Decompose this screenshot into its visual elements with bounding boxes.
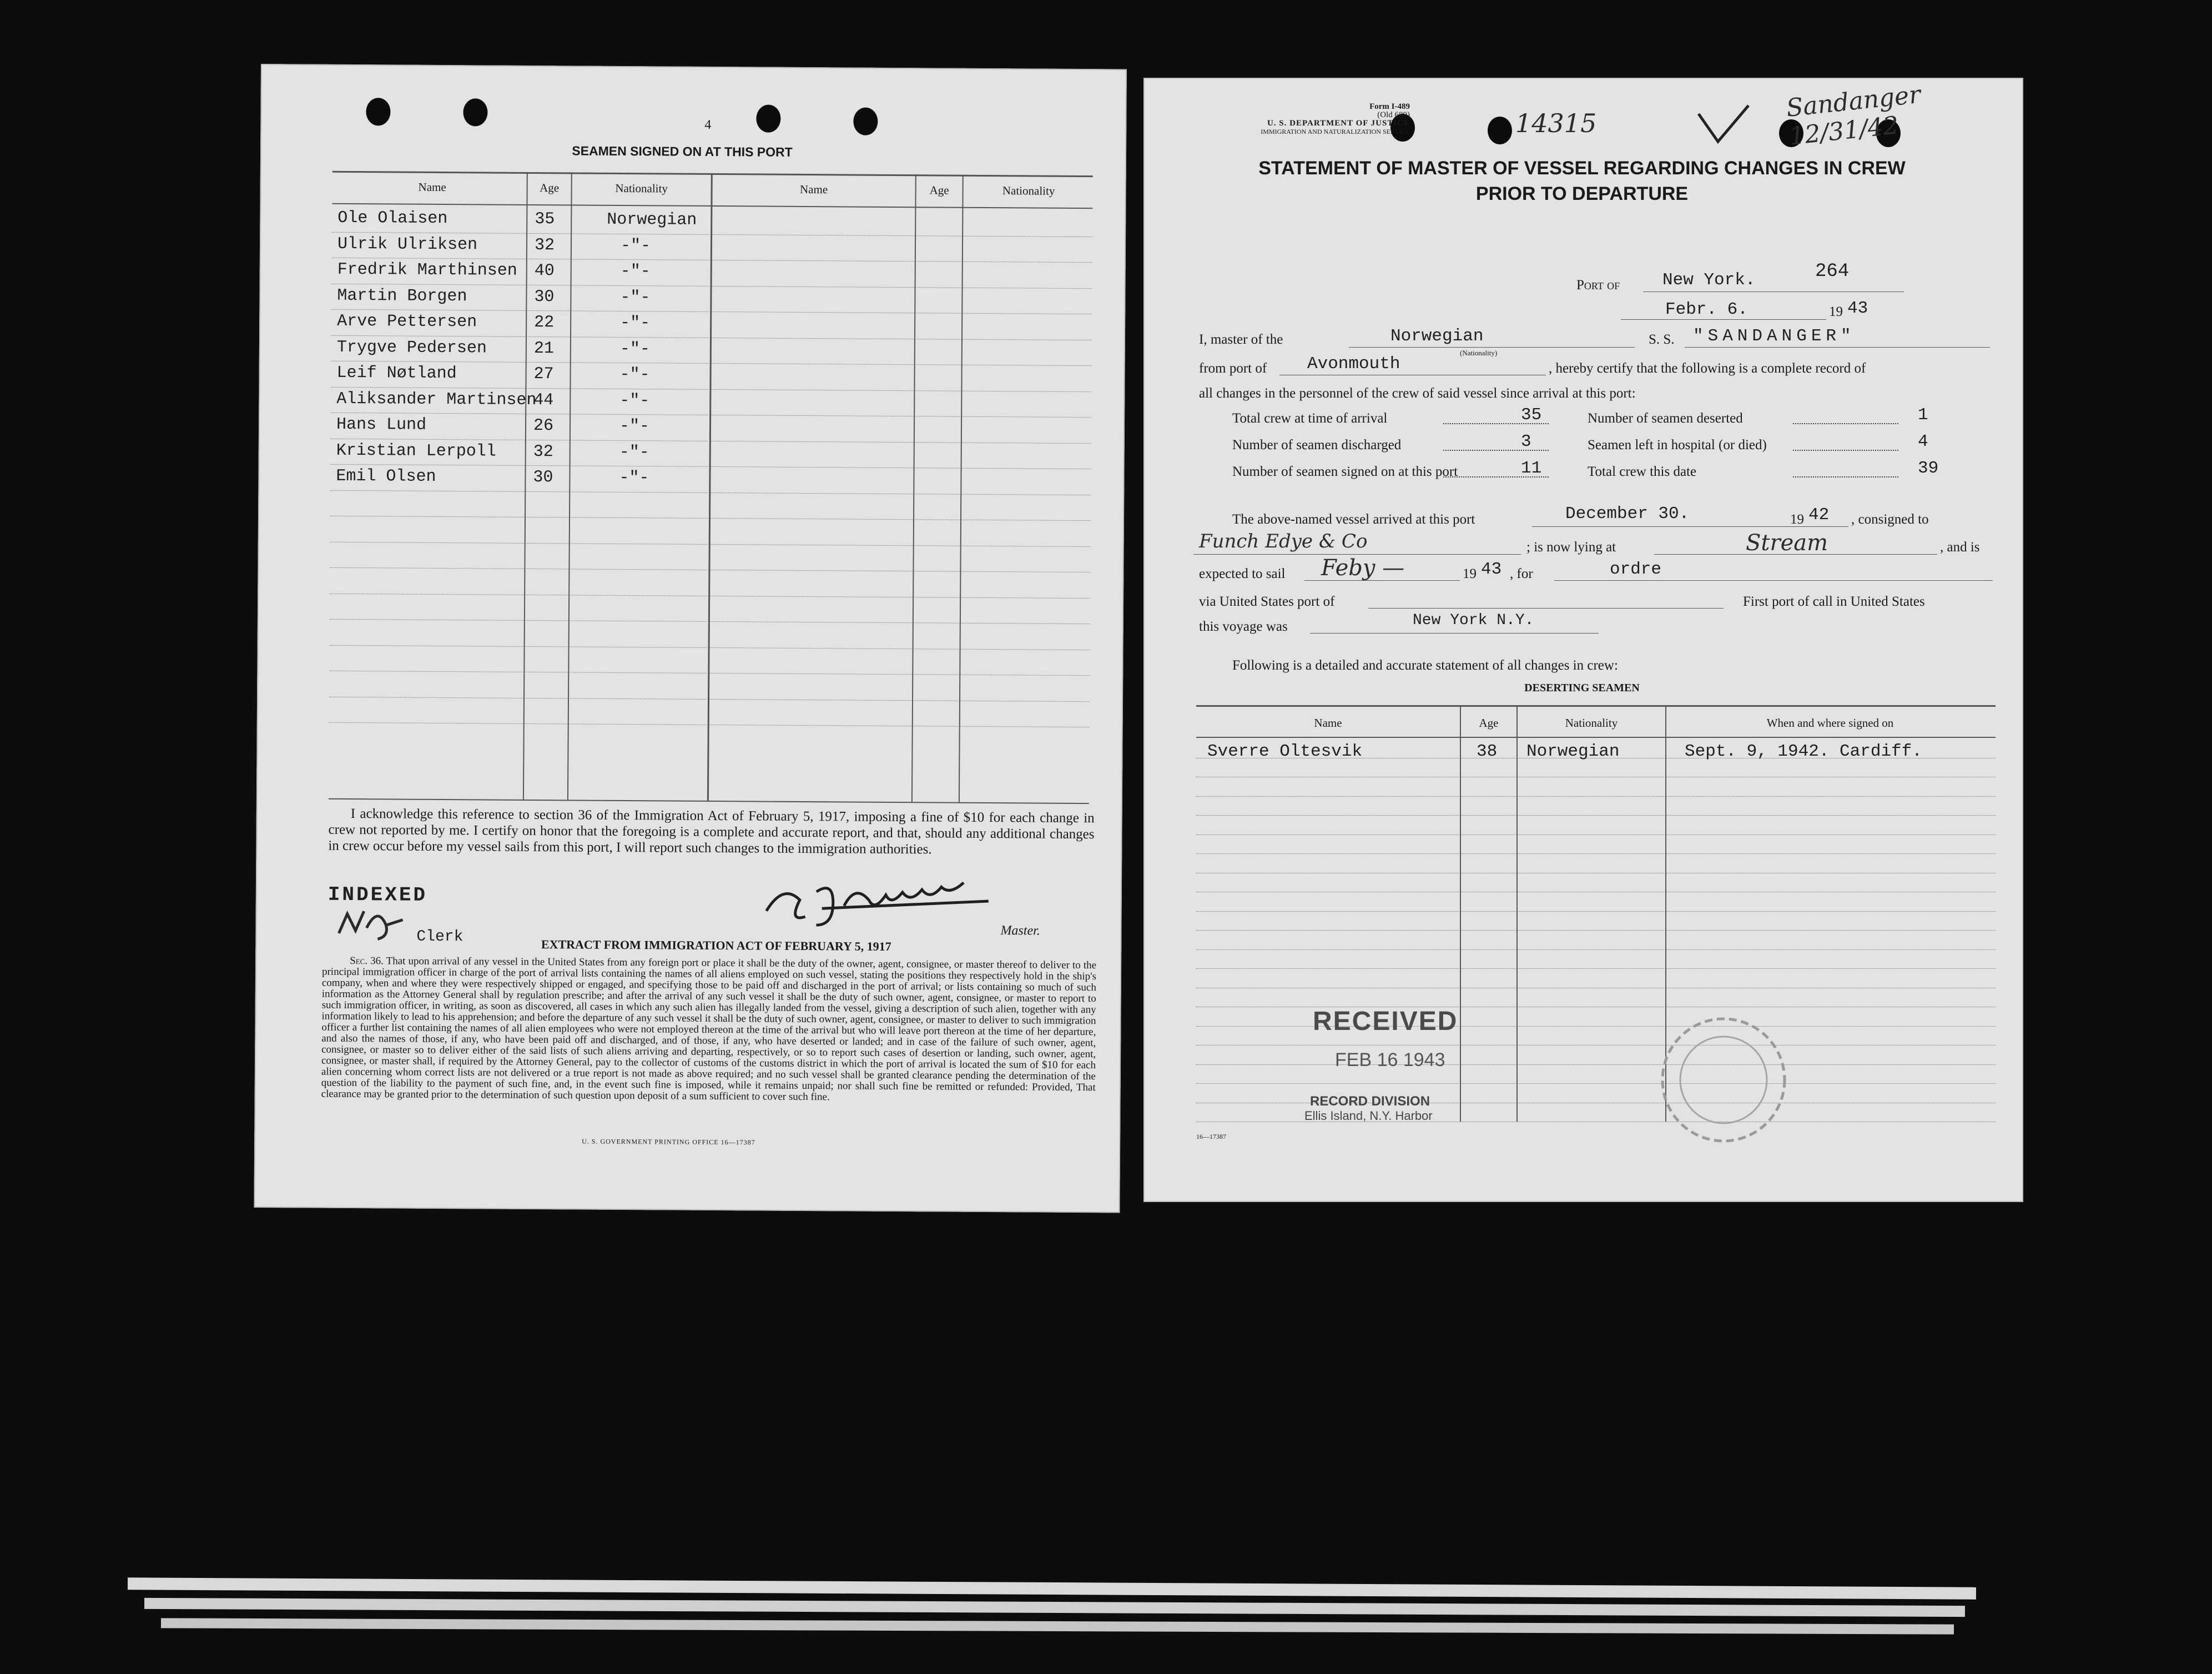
form-title xyxy=(1182,155,1982,207)
row-rule xyxy=(712,234,1092,237)
deserting-table-top xyxy=(1196,705,1996,707)
seaman-name: Trygve Pedersen xyxy=(336,338,487,358)
clerk-initials-signature xyxy=(333,906,411,945)
row-rule xyxy=(710,595,1090,598)
consignee-underline xyxy=(1193,554,1521,555)
from-port-value: Avonmouth xyxy=(1307,354,1400,374)
seaman-age: 26 xyxy=(533,416,554,436)
leader-dots xyxy=(1793,450,1898,451)
underlying-page-edge xyxy=(144,1598,1965,1617)
from-port-label: from port of xyxy=(1199,361,1267,376)
section-body: That upon arrival of any vessel in the United States from any foreign port or place it shall be the duty of the owner, agent, consignee, or master thereof to deliver to the principal immigration officer in charge of the port of arrival lists containing the names of all aliens employed on such vessel, stating the positions they respectively hold in the ship's company, when and where they were respectively shipped or engaged, and specifying those to be paid off and discharged in the port of arrival; or lists containing so much of such information as the Attorney General shall by regulation prescribe; and after the arrival of any such vessel it shall be the duty of such owner, agent, consignee, or master to report to such immigration officer, in writing, as soon as discovered, all cases in which any such alien has illegally landed from the vessel, giving a description of such alien, together with any information likely to lead to his apprehension; and before the departure of any such vessel it shall be the duty of such owner, agent, consignee, or master to deliver to such immigration officer a further list containing the names of all alien employees who were not employed thereon at the time of the arrival but who will leave port thereon at the time of her departure, and also the names of those, if any, who have been paid off and discharged, and of those, if any, who have deserted or landed; and in case of the failure of such owner, agent, consignee, or master so to deliver either of the said lists of such aliens arriving and departing, respectively, or so to report such cases of desertion or landing, such owner, agent, consignee, or master shall, if required by the Attorney General, pay to the collector of customs of the customs district in which the port of arrival is located the sum of $10 for each alien concerning whom correct lists are not delivered or a true report is not made as above required; and no such vessel shall be granted clearance pending the determination of the question of the liability to the payment of such fine, and, in the event such fine is imposed, while it remains unpaid; nor shall such fine be remitted or refunded: Provided, That clearance may be granted prior to the determination of such question upon deposit of a sum sufficient to cover such fine. xyxy=(321,955,1097,1103)
row-rule xyxy=(331,335,709,338)
leader-dots xyxy=(1793,423,1898,424)
indexed-stamp: INDEXED xyxy=(327,883,428,907)
stat-value: 4 xyxy=(1918,432,1928,451)
nationality-caption: (Nationality) xyxy=(1460,349,1498,357)
via-underline xyxy=(1368,608,1724,609)
row-rule xyxy=(332,283,709,286)
received-date-stamp: FEB 16 1943 xyxy=(1335,1049,1445,1070)
section-label: Sec. 36. xyxy=(350,955,384,967)
destination-value: ordre xyxy=(1610,560,1662,579)
acknowledgment-text: I acknowledge this reference to section 36 of the Immigration Act of February 5, 1917, imposing a fine of $10 for each change in crew not reported by me. I certify on honor that the foregoing is a complete and accurate report, and that, should any additional changes in crew occur before my vessel sails from this port, I will report such changes to the immigration authorities. xyxy=(328,806,1095,857)
column-divider xyxy=(1460,705,1461,1122)
column-header-name: Name xyxy=(799,182,828,197)
printer-line: U. S. GOVERNMENT PRINTING OFFICE 16—17387 xyxy=(582,1137,755,1147)
title-line-2: PRIOR TO DEPARTURE xyxy=(1475,183,1689,204)
seaman-nationality: -"- xyxy=(619,339,650,359)
clerk-label: Clerk xyxy=(416,928,463,946)
date-value: Febr. 6. xyxy=(1665,300,1748,319)
seaman-age: 32 xyxy=(533,442,553,461)
seaman-name: Martin Borgen xyxy=(337,286,467,306)
arrived-year: 42 xyxy=(1808,505,1830,525)
row-rule xyxy=(1196,1083,1996,1084)
consignee-value: Funch Edye & Co xyxy=(1199,530,1368,552)
form-identity xyxy=(1199,103,1410,136)
lying-label: ; is now lying at xyxy=(1526,540,1616,555)
column-header-nationality: Nationality xyxy=(1002,184,1055,198)
seaman-name: Kristian Lerpoll xyxy=(336,441,496,461)
seaman-nationality: Norwegian xyxy=(607,210,697,230)
row-rule xyxy=(1196,930,1996,931)
row-rule xyxy=(712,311,1092,314)
ss-label: S. S. xyxy=(1649,332,1675,347)
destination-underline xyxy=(1554,580,1993,581)
row-rule xyxy=(331,361,709,364)
punch-hole xyxy=(853,108,878,135)
row-rule xyxy=(329,696,707,699)
master-label: Master. xyxy=(1000,923,1040,938)
seaman-age: 27 xyxy=(533,365,554,384)
stat-label: Number of seamen signed on at this port xyxy=(1232,464,1458,479)
row-rule xyxy=(711,440,1091,443)
seaman-name: Hans Lund xyxy=(336,415,427,435)
year-suffix: 43 xyxy=(1847,299,1868,318)
row-rule xyxy=(1196,815,1996,816)
form-number: Form I-489 xyxy=(1369,102,1410,111)
seaman-age: 35 xyxy=(535,210,555,229)
lying-at-value: Stream xyxy=(1746,530,1828,556)
service-name: IMMIGRATION AND NATURALIZATION SERVICE xyxy=(1261,128,1410,135)
voyage-underline xyxy=(1310,633,1599,634)
row-rule xyxy=(1196,949,1996,950)
seaman-nationality: -"- xyxy=(619,391,650,410)
sail-year: 43 xyxy=(1481,560,1502,579)
seaman-age: 30 xyxy=(534,287,555,306)
column-divider xyxy=(1516,705,1518,1122)
following-label: Following is a detailed and accurate statement of all changes in crew: xyxy=(1232,658,1618,673)
stat-label: Total crew this date xyxy=(1588,464,1697,479)
row-rule xyxy=(1196,1064,1996,1065)
deserter-name: Sverre Oltesvik xyxy=(1207,742,1363,761)
master-of-label: I, master of the xyxy=(1199,332,1283,347)
via-label: via United States port of xyxy=(1199,594,1335,609)
certify-text: , hereby certify that the following is a complete record of xyxy=(1549,361,1866,376)
seaman-age: 22 xyxy=(534,313,555,333)
arrived-year-prefix: 19 xyxy=(1790,512,1804,527)
received-stamp: RECEIVED xyxy=(1313,1007,1458,1036)
sail-year-prefix: 19 xyxy=(1463,566,1477,581)
row-rule xyxy=(330,567,707,570)
port-value: New York. xyxy=(1662,270,1756,290)
deserting-header-rule xyxy=(1196,737,1996,738)
section-heading: SEAMEN SIGNED ON AT THIS PORT xyxy=(572,143,793,159)
certify-text-2: all changes in the personnel of the crew of said vessel since arrival at this port: xyxy=(1199,386,1636,401)
sail-date: Feby — xyxy=(1321,555,1405,581)
nationality-underline xyxy=(1349,347,1635,348)
left-page xyxy=(254,64,1127,1213)
stat-value: 35 xyxy=(1521,405,1542,425)
stat-value: 39 xyxy=(1918,459,1939,478)
underlying-page-edge xyxy=(161,1618,1954,1634)
row-rule xyxy=(712,363,1092,366)
column-header-nationality: Nationality xyxy=(615,181,668,195)
deserting-heading: DESERTING SEAMEN xyxy=(1524,682,1640,694)
row-rule xyxy=(709,725,1090,727)
handwritten-annotation: Sandanger 12/31/42 xyxy=(1785,80,1922,151)
column-divider xyxy=(567,172,572,800)
ellis-island-stamp: Ellis Island, N.Y. Harbor xyxy=(1304,1109,1433,1123)
row-rule xyxy=(330,619,707,622)
punch-hole xyxy=(756,104,780,132)
seaman-nationality: -"- xyxy=(619,468,649,488)
first-port-value: New York N.Y. xyxy=(1413,612,1534,629)
row-rule xyxy=(330,593,707,596)
leader-dots xyxy=(1443,450,1549,451)
row-rule xyxy=(330,541,708,544)
row-rule xyxy=(331,464,708,467)
form-code: 16—17387 xyxy=(1196,1133,1226,1140)
deserting-col-age: Age xyxy=(1479,716,1499,730)
deserting-col-signed-on: When and where signed on xyxy=(1766,716,1894,730)
row-rule xyxy=(710,621,1090,624)
stat-value: 3 xyxy=(1521,432,1531,451)
punch-hole xyxy=(463,98,487,126)
row-rule xyxy=(710,647,1090,650)
reference-number: 264 xyxy=(1815,261,1850,282)
arrived-label: The above-named vessel arrived at this port xyxy=(1232,512,1475,527)
voyage-label: this voyage was xyxy=(1199,619,1288,634)
row-rule xyxy=(329,722,707,725)
row-rule xyxy=(710,570,1090,572)
department-name: U. S. DEPARTMENT OF JUSTICE xyxy=(1267,119,1410,128)
right-page xyxy=(1143,78,2023,1202)
row-rule xyxy=(330,490,708,492)
seaman-age: 44 xyxy=(533,390,554,410)
row-rule xyxy=(1196,911,1996,912)
column-divider xyxy=(523,172,528,800)
row-rule xyxy=(330,516,708,519)
row-rule xyxy=(712,260,1092,263)
seaman-nationality: -"- xyxy=(619,365,650,385)
vessel-name: "SANDANGER" xyxy=(1693,326,1856,346)
column-divider xyxy=(911,174,916,802)
column-divider xyxy=(707,173,713,801)
deserter-nationality: Norwegian xyxy=(1526,742,1620,761)
sail-underline xyxy=(1304,580,1460,581)
seaman-nationality: -"- xyxy=(619,443,649,462)
seaman-age: 32 xyxy=(534,235,555,255)
seaman-nationality: -"- xyxy=(620,262,651,281)
row-rule xyxy=(332,232,709,234)
deserting-col-name: Name xyxy=(1314,716,1342,730)
section-36-text xyxy=(321,956,1097,1105)
row-rule xyxy=(1196,968,1996,969)
punch-hole xyxy=(1488,117,1512,144)
title-line-1: STATEMENT OF MASTER OF VESSEL REGARDING CHANGES IN CREW xyxy=(1258,158,1906,179)
column-divider xyxy=(959,175,964,802)
arrived-underline xyxy=(1532,526,1848,527)
row-rule xyxy=(711,518,1091,521)
lying-underline xyxy=(1654,554,1937,555)
seaman-name: Ole Olaisen xyxy=(337,208,448,229)
row-rule xyxy=(712,337,1092,340)
row-rule xyxy=(709,673,1090,676)
sail-label: expected to sail xyxy=(1199,566,1286,581)
row-rule xyxy=(331,438,708,441)
row-rule xyxy=(332,258,709,260)
stat-label: Number of seamen discharged xyxy=(1232,438,1402,453)
extract-title: EXTRACT FROM IMMIGRATION ACT OF FEBRUARY 5, 1917 xyxy=(541,937,891,953)
arrived-date: December 30. xyxy=(1565,504,1690,524)
file-number: 14315 xyxy=(1515,108,1597,138)
and-is-label: , and is xyxy=(1940,540,1980,555)
page-number: 4 xyxy=(704,117,712,132)
seaman-name: Ulrik Ulriksen xyxy=(337,234,478,254)
row-rule xyxy=(331,413,708,415)
seaman-nationality: -"- xyxy=(619,416,650,436)
row-rule xyxy=(331,386,708,389)
nationality-value: Norwegian xyxy=(1390,326,1484,346)
row-rule xyxy=(709,698,1090,701)
column-header-age: Age xyxy=(540,181,560,195)
consigned-label: , consigned to xyxy=(1851,512,1929,527)
row-rule xyxy=(712,285,1092,288)
row-rule xyxy=(330,645,707,647)
stat-value: 1 xyxy=(1918,405,1928,425)
for-label: , for xyxy=(1510,566,1533,581)
seaman-nationality: -"- xyxy=(620,288,651,307)
seaman-name: Aliksander Martinsen xyxy=(336,389,537,410)
vessel-underline xyxy=(1685,347,1990,348)
record-division-stamp: RECORD DIVISION xyxy=(1310,1094,1430,1109)
stat-value: 11 xyxy=(1521,459,1542,478)
circular-seal xyxy=(1654,1011,1793,1149)
row-rule xyxy=(331,309,709,312)
row-rule xyxy=(1196,796,1996,797)
stat-label: Total crew at time of arrival xyxy=(1232,411,1388,426)
master-signature xyxy=(755,877,1011,929)
leader-dots xyxy=(1793,476,1898,477)
deserter-signed-on: Sept. 9, 1942. Cardiff. xyxy=(1685,742,1922,761)
row-rule xyxy=(711,389,1091,391)
seaman-nationality: -"- xyxy=(620,236,651,255)
seaman-age: 21 xyxy=(533,339,554,358)
seaman-name: Leif Nøtland xyxy=(336,363,457,384)
date-underline xyxy=(1621,319,1826,320)
seaman-age: 30 xyxy=(533,468,553,487)
seaman-nationality: -"- xyxy=(620,313,651,333)
seaman-age: 40 xyxy=(534,262,555,281)
row-rule xyxy=(1196,853,1996,854)
column-header-age: Age xyxy=(929,183,949,197)
first-port-label: First port of call in United States xyxy=(1743,594,1925,609)
column-header-name: Name xyxy=(418,180,446,194)
form-old-number: (Old 689) xyxy=(1377,110,1410,119)
row-rule xyxy=(329,671,707,673)
port-label: Port of xyxy=(1576,278,1620,293)
stat-label: Seamen left in hospital (or died) xyxy=(1588,438,1767,453)
year-prefix: 19 xyxy=(1829,304,1843,319)
deserting-col-nationality: Nationality xyxy=(1565,716,1618,730)
row-rule xyxy=(711,466,1091,469)
underlying-page-edge xyxy=(128,1577,1976,1599)
port-underline xyxy=(1643,291,1904,292)
row-rule xyxy=(711,544,1091,546)
stat-label: Number of seamen deserted xyxy=(1588,411,1743,426)
row-rule xyxy=(711,415,1091,418)
seaman-name: Arve Pettersen xyxy=(337,311,477,332)
check-mark xyxy=(1693,103,1754,147)
seaman-name: Fredrik Marthinsen xyxy=(337,260,517,280)
seaman-name: Emil Olsen xyxy=(336,466,436,486)
punch-hole xyxy=(366,98,390,125)
deserter-age: 38 xyxy=(1477,742,1498,761)
row-rule xyxy=(711,492,1091,495)
